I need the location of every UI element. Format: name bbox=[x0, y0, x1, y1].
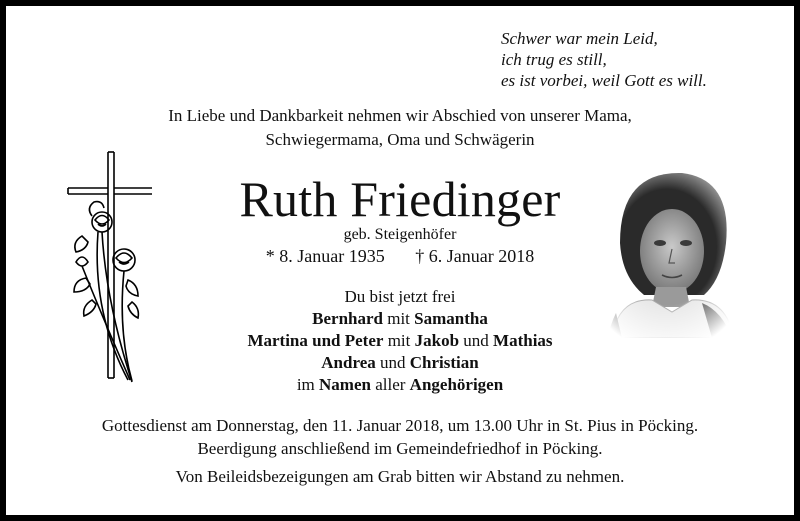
family-member: Mathias bbox=[493, 331, 553, 350]
family-member: Andrea bbox=[321, 353, 376, 372]
family-line bbox=[0, 308, 800, 330]
connector-word: mit bbox=[387, 309, 410, 328]
intro-line: In Liebe und Dankbarkeit nehmen wir Abschied von unserer Mama, bbox=[168, 106, 632, 125]
family-member: Angehörigen bbox=[409, 375, 504, 394]
intro-text bbox=[0, 104, 800, 152]
family-member: Christian bbox=[409, 353, 479, 372]
condolence-note: Von Beileidsbezeigungen am Grab bitten wir Abstand zu nehmen. bbox=[175, 467, 625, 486]
family-member: Jakob bbox=[414, 331, 460, 350]
family-member: Bernhard bbox=[312, 309, 383, 328]
connector-word: im bbox=[296, 375, 315, 394]
connector-word: mit bbox=[387, 331, 411, 350]
poem-line: es ist vorbei, weil Gott es will. bbox=[501, 71, 707, 90]
family-line bbox=[0, 374, 800, 396]
connector-word: und bbox=[380, 353, 406, 372]
connector-word: aller bbox=[375, 375, 406, 394]
service-line: Gottesdienst am Donnerstag, den 11. Januar 2018, um 13.00 Uhr in St. Pius in Pöcking. bbox=[101, 416, 699, 435]
connector-word: und bbox=[463, 331, 489, 350]
birth-date: * 8. Januar 1935 bbox=[265, 246, 385, 266]
service-info bbox=[0, 414, 800, 460]
family-line bbox=[0, 352, 800, 374]
birth-name: geb. Steigenhöfer bbox=[343, 226, 457, 243]
intro-line: Schwiegermama, Oma und Schwägerin bbox=[265, 130, 535, 149]
deceased-name: Ruth Friedinger bbox=[239, 171, 561, 227]
poem-line: ich trug es still, bbox=[501, 50, 607, 69]
family-intro: Du bist jetzt frei bbox=[344, 287, 456, 306]
family-line bbox=[0, 330, 800, 352]
poem-line: Schwer war mein Leid, bbox=[501, 29, 658, 48]
poem bbox=[501, 28, 707, 91]
family-member: Martina und Peter bbox=[247, 331, 384, 350]
family-member: Namen bbox=[319, 375, 371, 394]
burial-line: Beerdigung anschließend im Gemeindefriedhof in Pöcking. bbox=[197, 439, 603, 458]
family-list bbox=[0, 286, 800, 396]
death-date: † 6. Januar 2018 bbox=[415, 246, 535, 266]
family-member: Samantha bbox=[414, 309, 488, 328]
